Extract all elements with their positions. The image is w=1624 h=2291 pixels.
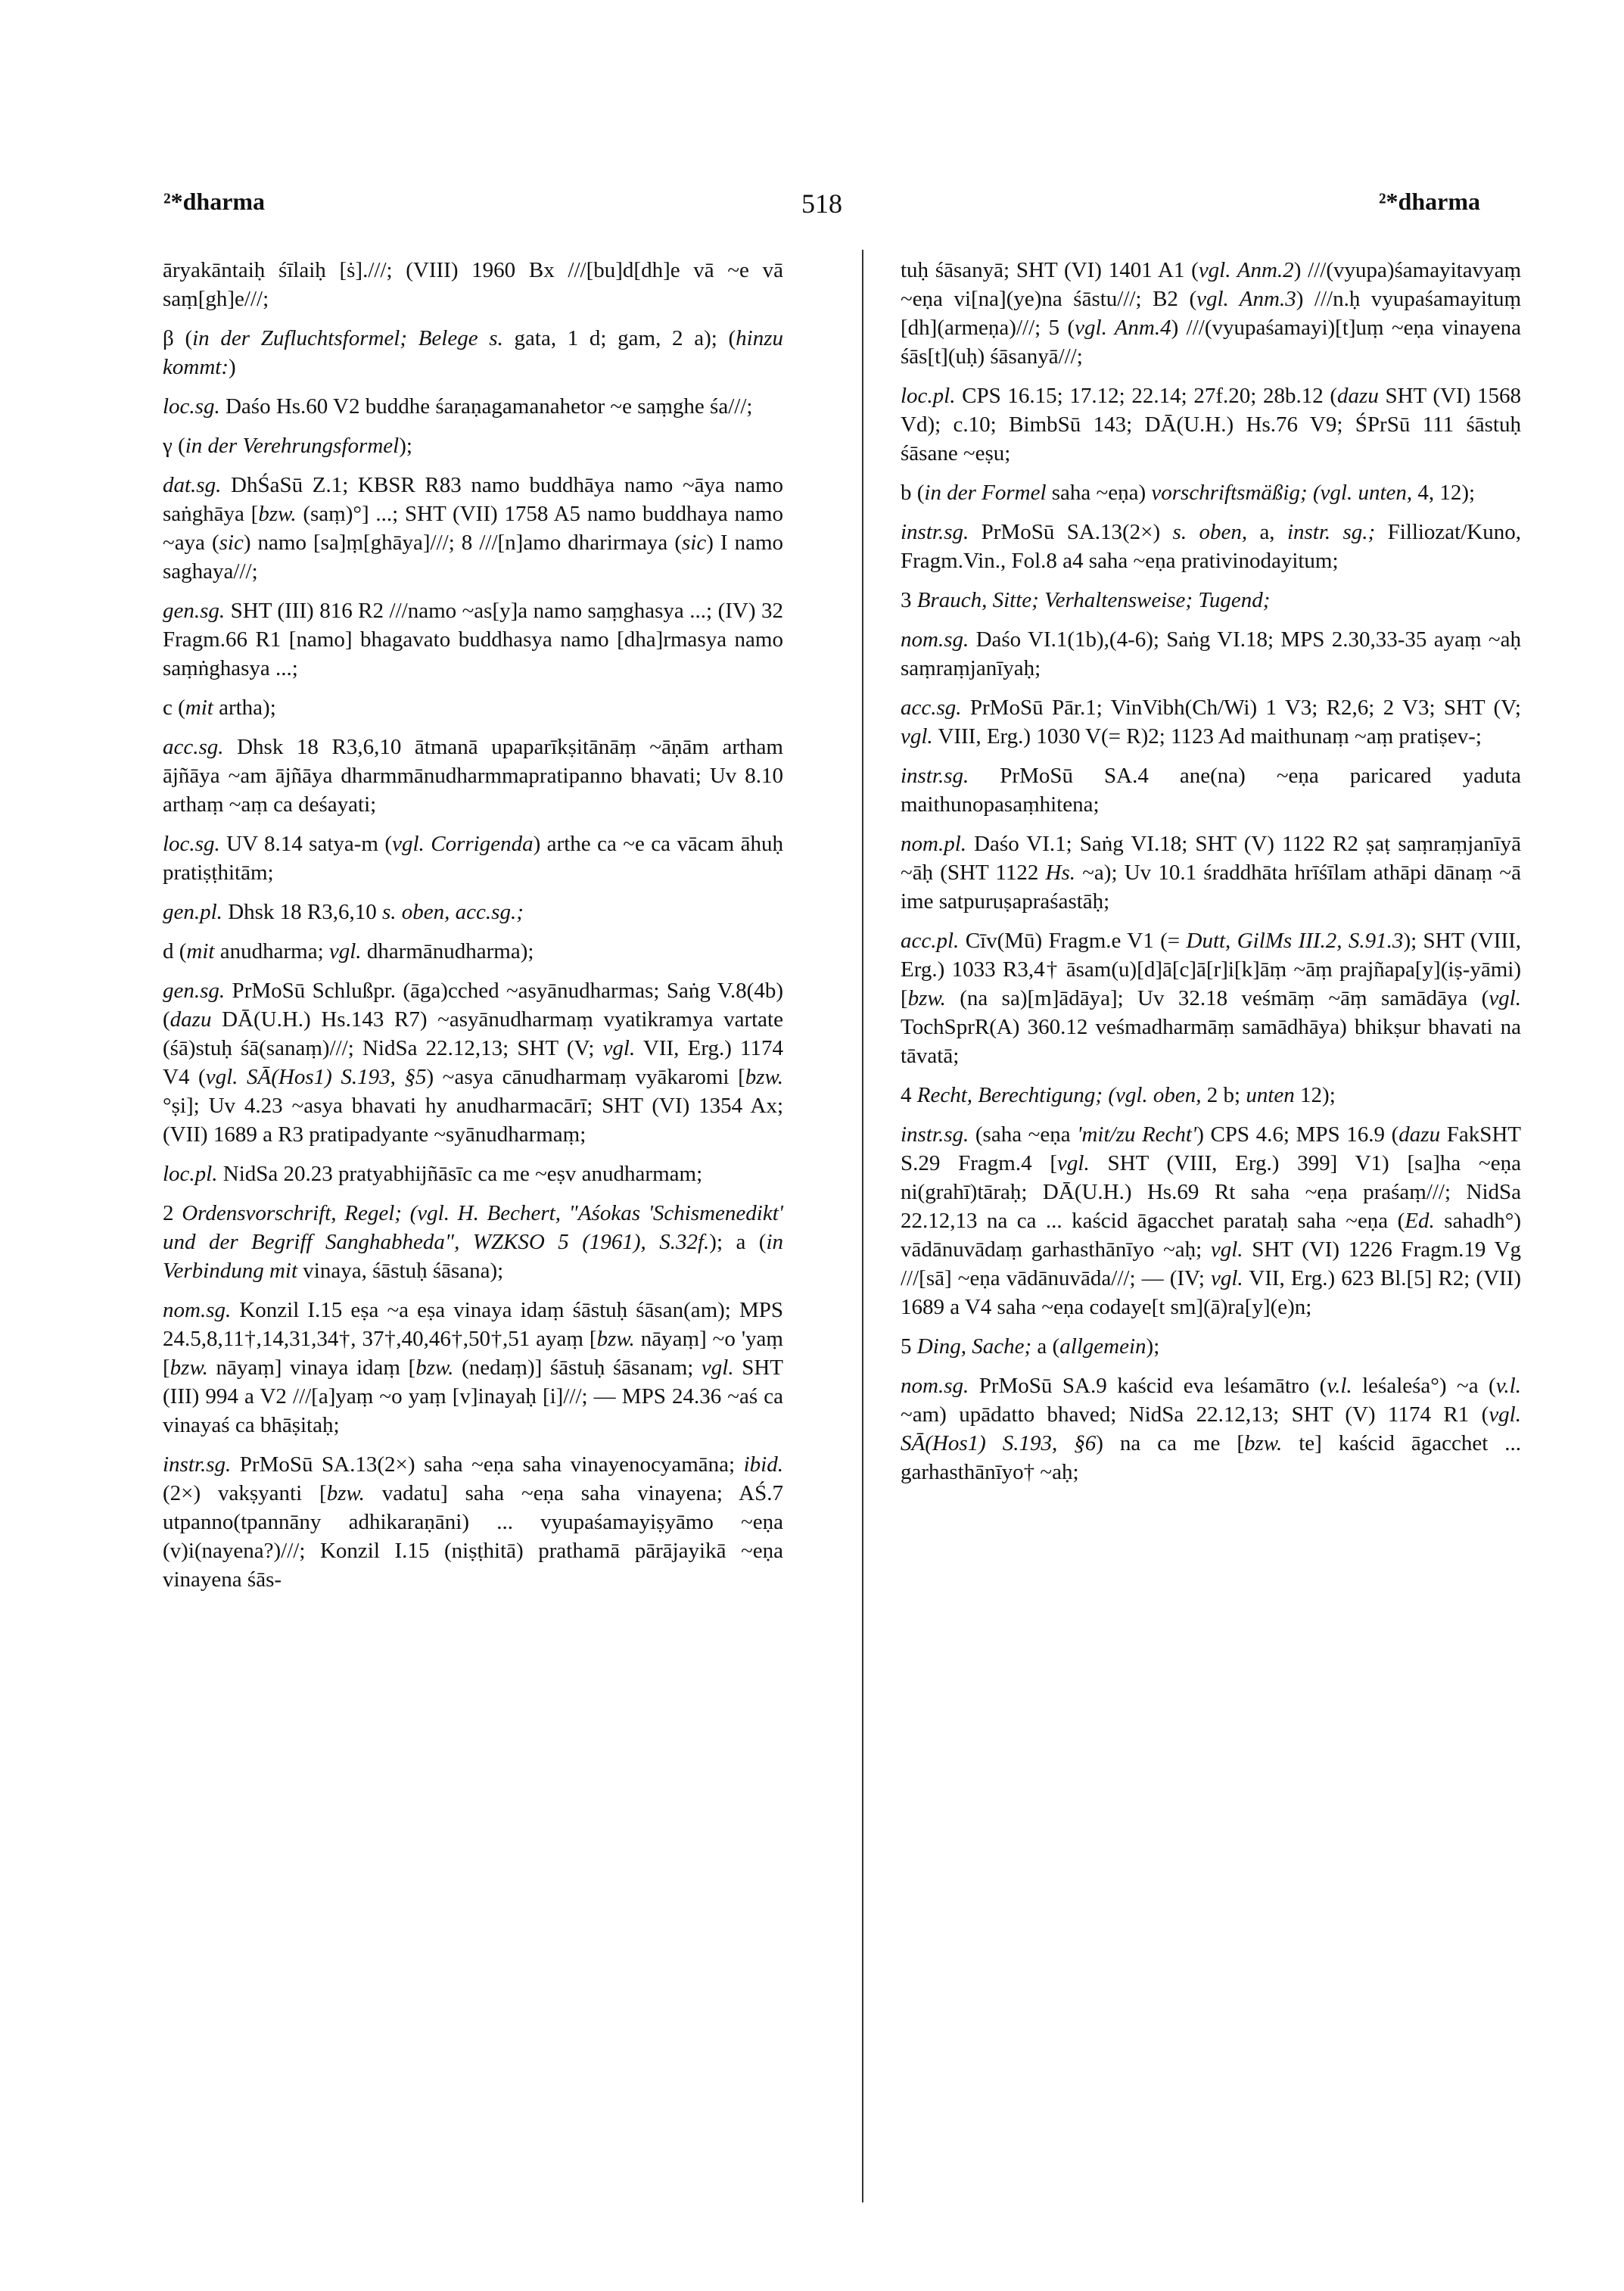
entry-text: ) namo [sa]ṃ[ghāya]///; 8 ///[n]amo dharirmaya ( bbox=[243, 531, 682, 555]
italic-text: vgl. bbox=[328, 939, 362, 963]
entry-text: SHT (III) 994 a V2 ///[a]yaṃ ~o yaṃ [v]inayaḥ [i]///; — MPS 24.36 ~aś ca vinayaś ca bhāṣitaḥ; bbox=[163, 1356, 789, 1437]
italic-text: mit bbox=[186, 939, 215, 963]
dictionary-entry bbox=[163, 1160, 783, 1188]
entry-text: SHT (VIII, Erg.) 399] V1) [sa]ha ~eṇa ni(grahī)tāraḥ; DĀ(U.H.) Hs.69 Rt saha ~eṇa praśaṃ///; NidSa 22.12,13 na ca ... kaścid āgacchet parataḥ saha ~eṇa ( bbox=[901, 1151, 1527, 1233]
italic-text: nom.sg. bbox=[901, 627, 969, 652]
italic-text: Ordensvorschrift, Regel; (vgl. H. Bechert, "Aśokas 'Schismenedikt' und der Begriff Sanghabheda", WZKSO 5 (1961), S.32f. bbox=[163, 1201, 789, 1254]
italic-text: in der Formel bbox=[924, 481, 1047, 505]
dictionary-entry bbox=[163, 976, 789, 1149]
entry-text: ) arthe ca ~e ca vācam āhuḥ pratiṣṭhitām; bbox=[163, 832, 789, 885]
entry-text: vinaya, śāstuḥ śāsana); bbox=[297, 1259, 504, 1283]
header-headword-left: ²*dharma bbox=[163, 188, 266, 215]
entry-text: Daśo VI.1(1b),(4-6); Saṅg VI.18; MPS 2.30,33-35 ayaṃ ~aḥ saṃraṃjanīyaḥ; bbox=[901, 627, 1527, 680]
entry-text: TochSprR(A) 360.12 veśmadharmāṃ samādhāya) bhikṣur bhavati na tāvatā; bbox=[901, 986, 1527, 1068]
dictionary-entry bbox=[163, 1199, 789, 1285]
dictionary-entry bbox=[163, 898, 783, 926]
dictionary-entry bbox=[901, 830, 1527, 916]
entry-text: PrMoSū SA.9 kaścid eva leśamātro ( bbox=[969, 1374, 1327, 1398]
entry-text: Dhsk 18 R3,6,10 bbox=[222, 900, 383, 924]
dictionary-entry bbox=[901, 693, 1527, 751]
entry-text: saha ~eṇa) bbox=[1046, 481, 1152, 505]
entry-text: a, bbox=[1247, 520, 1287, 544]
italic-text: dazu bbox=[1337, 384, 1379, 408]
italic-text: Ding, Sache; bbox=[916, 1334, 1032, 1359]
italic-text: s. oben, bbox=[1172, 520, 1248, 544]
italic-text: bzw. bbox=[596, 1327, 635, 1351]
italic-text: gen.sg. bbox=[163, 979, 226, 1003]
entry-text: ) bbox=[228, 355, 236, 379]
italic-text: bzw. bbox=[170, 1356, 208, 1380]
dictionary-entry bbox=[163, 693, 783, 722]
entry-text: Filliozat/Kuno, Fragm.Vin., Fol.8 a4 saha ~eṇa prativinodayitum; bbox=[901, 520, 1527, 573]
entry-text: Cīv(Mū) Fragm.e V1 (= bbox=[959, 929, 1187, 953]
italic-text: acc.sg. bbox=[163, 735, 224, 759]
italic-text: vgl. bbox=[1211, 1266, 1243, 1290]
dictionary-entry bbox=[163, 937, 783, 966]
italic-text: vgl. bbox=[901, 724, 933, 749]
dictionary-entry bbox=[163, 1296, 789, 1440]
entry-text: ) ///n.ḥ vyupaśamayituṃ [dh](armeṇa)///; 5 ( bbox=[901, 287, 1527, 340]
entry-text: (2×) vakṣyanti [ bbox=[163, 1481, 327, 1505]
italic-text: sic bbox=[219, 531, 244, 555]
italic-text: vorschriftsmäßig; (vgl. unten, bbox=[1151, 481, 1413, 505]
dictionary-entry bbox=[163, 830, 789, 887]
entry-text: VII, Erg.) 1174 V4 ( bbox=[163, 1036, 789, 1089]
italic-text: nom.sg. bbox=[163, 1298, 232, 1322]
dictionary-entry bbox=[163, 324, 789, 381]
dictionary-entry bbox=[901, 1332, 1521, 1361]
entry-text: ~a); Uv 10.1 śraddhāta hrīśīlam athāpi dānaṃ ~ā ime satpuruṣapraśastāḥ; bbox=[901, 861, 1527, 914]
italic-text: v.l. bbox=[1495, 1374, 1521, 1398]
entry-text: Konzil I.15 eṣa ~a eṣa vinaya idaṃ śāstuḥ śāsan(am); MPS 24.5,8,11†,14,31,34†, 37†,40,46†,50†,51 ayaṃ [ bbox=[163, 1298, 789, 1351]
dictionary-entry bbox=[163, 1450, 789, 1594]
entry-text: (nedaṃ)] śāstuḥ śāsanam; bbox=[453, 1356, 702, 1380]
dictionary-entry bbox=[163, 431, 783, 460]
italic-text: vgl. bbox=[1210, 1237, 1243, 1262]
italic-text: bzw. bbox=[745, 1065, 783, 1089]
italic-text: nom.pl. bbox=[901, 832, 966, 856]
entry-text: SHT (III) 816 R2 ///namo ~as[y]a namo saṃghasya ...; (IV) 32 Fragm.66 R1 [namo] bhagavato buddhasya namo [dha]rmasya namo saṃṅghasya ...; bbox=[163, 599, 789, 680]
dictionary-entry bbox=[163, 471, 789, 586]
entry-text: PrMoSū SA.4 ane(na) ~eṇa paricared yaduta maithunopasaṃhitena; bbox=[901, 764, 1527, 817]
entry-text: te] kaścid āgacchet ... garhasthānīyo† ~aḥ; bbox=[901, 1431, 1527, 1484]
italic-text: in der Verehrungsformel bbox=[185, 434, 400, 458]
entry-text: vadatu] saha ~eṇa saha vinayena; AŚ.7 utpanno(tpannāny adhikaraṇāni) ... vyupaśamayiṣyāmo ~eṇa (v)i(nayena?)///; Konzil I.15 (niṣṭhitā) prathamā pārājayikā ~eṇa vinayena śās- bbox=[163, 1481, 789, 1592]
italic-text: Ed. bbox=[1405, 1209, 1435, 1233]
entry-text: a ( bbox=[1031, 1334, 1060, 1359]
italic-text: loc.sg. bbox=[163, 832, 220, 856]
entry-text: 2 b; bbox=[1201, 1083, 1246, 1107]
italic-text: Brauch, Sitte; Verhaltensweise; Tugend; bbox=[916, 588, 1271, 612]
entry-text: gata, 1 d; gam, 2 a); ( bbox=[502, 326, 736, 350]
italic-text: instr. sg.; bbox=[1286, 520, 1376, 544]
italic-text: loc.pl. bbox=[901, 384, 956, 408]
entry-text: ) I namo saghaya///; bbox=[163, 531, 789, 584]
entry-text: FakSHT S.29 Fragm.4 [ bbox=[901, 1122, 1527, 1175]
italic-text: dat.sg. bbox=[163, 473, 222, 497]
italic-text: instr.sg. bbox=[163, 1452, 232, 1477]
italic-text: Recht, Berechtigung; (vgl. oben, bbox=[916, 1083, 1202, 1107]
dictionary-entry bbox=[163, 596, 789, 683]
entry-text: VIII, Erg.) 1030 V(= R)2; 1123 Ad maithunaṃ ~aṃ pratiṣev-; bbox=[932, 724, 1482, 749]
entry-text: ) ~asya cānudharmaṃ vyākaromi [ bbox=[426, 1065, 745, 1089]
entry-text: DhŚaSū Z.1; KBSR R83 namo buddhāya namo ~āya namo saṅghāya [ bbox=[163, 473, 789, 526]
entry-text: PrMoSū SA.13(2×) bbox=[969, 520, 1173, 544]
italic-text: unten bbox=[1246, 1083, 1295, 1107]
entry-text: PrMoSū Pār.1; VinVibh(Ch/Wi) 1 V3; R2,6; 2 V3; SHT (V; bbox=[961, 696, 1527, 720]
column-divider bbox=[862, 250, 863, 2202]
italic-text: sic bbox=[682, 531, 707, 555]
entry-text: Daśo VI.1; Saṅg VI.18; SHT (V) 1122 R2 ṣaṭ saṃraṃjanīyā ~āḥ (SHT 1122 bbox=[901, 832, 1527, 885]
dictionary-entry bbox=[901, 1081, 1521, 1110]
entry-text: SHT (VI) 1568 Vd); c.10; BimbSū 143; DĀ(U.H.) Hs.76 V9; ŚPrSū 111 śāstuḥ śāsane ~eṣu; bbox=[901, 384, 1527, 465]
italic-text: in der Zufluchtsformel; Belege s. bbox=[192, 326, 503, 350]
dictionary-entry bbox=[901, 381, 1527, 468]
entry-text: b ( bbox=[901, 481, 925, 505]
italic-text: vgl. SĀ(Hos1) S.193, §5 bbox=[205, 1065, 427, 1089]
italic-text: acc.sg. bbox=[901, 696, 962, 720]
italic-text: bzw. bbox=[907, 986, 946, 1010]
italic-text: bzw. bbox=[258, 502, 297, 526]
entry-text: ) CPS 4.6; MPS 16.9 ( bbox=[1196, 1122, 1399, 1147]
page-header bbox=[163, 188, 1480, 233]
entry-text: NidSa 20.23 pratyabhijñāsīc ca me ~eṣv anudharmam; bbox=[217, 1162, 703, 1186]
italic-text: instr.sg. bbox=[901, 520, 969, 544]
entry-text: CPS 16.15; 17.12; 22.14; 27f.20; 28b.12 ( bbox=[955, 384, 1338, 408]
entry-text: nāyaṃ] vinaya idaṃ [ bbox=[207, 1356, 416, 1380]
entry-text: ~am) upādatto bhaved; NidSa 22.12,13; SHT (V) 1174 R1 ( bbox=[901, 1374, 1527, 1427]
entry-text: γ ( bbox=[163, 434, 185, 458]
entry-text: ); SHT (VIII, Erg.) 1033 R3,4† āsam(u)[d]ā[c]ā[r]i[k]āṃ ~āṃ prajñapa[y](iṣ-yāmi) [ bbox=[901, 929, 1527, 1010]
header-headword-right: ²*dharma bbox=[1378, 188, 1480, 215]
italic-text: vgl. SĀ(Hos1) S.193, §6 bbox=[901, 1402, 1527, 1455]
entry-text: °ṣi]; Uv 4.23 ~asya bhavati hy anudharmacārī; SHT (VI) 1354 Ax; (VII) 1689 a R3 pratipadyante ~syānudharmaṃ; bbox=[163, 1065, 789, 1147]
dictionary-entry bbox=[163, 256, 789, 313]
italic-text: acc.pl. bbox=[901, 929, 960, 953]
dictionary-entry bbox=[163, 733, 789, 819]
italic-text: Dutt, GilMs III.2, S.91.3 bbox=[1186, 929, 1404, 953]
italic-text: vgl. Corrigenda bbox=[392, 832, 534, 856]
dictionary-entry bbox=[901, 1120, 1527, 1321]
entry-text: 2 bbox=[163, 1201, 182, 1225]
entry-text: anudharma; bbox=[214, 939, 329, 963]
entry-text: āryakāntaiḥ śīlaiḥ [ṡ].///; (VIII) 1960 Bx ///[bu]d[dh]e vā ~e vā saṃ[gh]e///; bbox=[163, 258, 789, 311]
entry-text: Daśo Hs.60 V2 buddhe śaraṇagamanahetor ~e saṃghe śa///; bbox=[219, 394, 753, 419]
italic-text: bzw. bbox=[1244, 1431, 1283, 1455]
italic-text: v.l. bbox=[1327, 1374, 1352, 1398]
entry-text: ); a ( bbox=[709, 1230, 767, 1254]
entry-text: ) na ca me [ bbox=[1096, 1431, 1244, 1455]
entry-text: (saha ~eṇa bbox=[969, 1122, 1078, 1147]
entry-text: UV 8.14 satya-m ( bbox=[219, 832, 393, 856]
italic-text: 'mit/zu Recht' bbox=[1077, 1122, 1197, 1147]
dictionary-entry bbox=[163, 392, 783, 421]
entry-text: ); bbox=[399, 434, 412, 458]
entry-text: ); bbox=[1146, 1334, 1160, 1359]
entry-text: PrMoSū SA.13(2×) saha ~eṇa saha vinayenocyamāna; bbox=[231, 1452, 744, 1477]
italic-text: Hs. bbox=[1045, 861, 1076, 885]
entry-text: 4 bbox=[901, 1083, 917, 1107]
italic-text: instr.sg. bbox=[901, 764, 969, 788]
italic-text: dazu bbox=[170, 1007, 212, 1032]
italic-text: gen.pl. bbox=[163, 900, 222, 924]
dictionary-entry bbox=[901, 1371, 1527, 1486]
entry-text: 12); bbox=[1294, 1083, 1336, 1107]
entry-text: d ( bbox=[163, 939, 187, 963]
entry-text: nāyaṃ] ~o 'yaṃ [ bbox=[163, 1327, 789, 1380]
entry-text: 3 bbox=[901, 588, 917, 612]
entry-text: DĀ(U.H.) Hs.143 R7) ~asyānudharmaṃ vyatikramya vartate (śā)stuḥ śā(sanaṃ)///; NidSa 22.12,13; SHT (V; bbox=[163, 1007, 789, 1060]
italic-text: ibid. bbox=[743, 1452, 783, 1477]
italic-text: hinzu kommt: bbox=[163, 326, 789, 379]
italic-text: loc.pl. bbox=[163, 1162, 218, 1186]
dictionary-entry bbox=[901, 586, 1521, 615]
entry-text: artha); bbox=[213, 696, 276, 720]
entry-text: 4, 12); bbox=[1412, 481, 1476, 505]
entry-text: ) ///(vyupaśamayi)[t]uṃ ~eṇa vinayena śās[t](uḥ) śāsanyā///; bbox=[901, 316, 1527, 369]
dictionary-entry bbox=[901, 761, 1527, 819]
italic-text: vgl. Anm.3 bbox=[1196, 287, 1296, 311]
italic-text: allgemein bbox=[1059, 1334, 1146, 1359]
italic-text: vgl. bbox=[701, 1356, 734, 1380]
italic-text: mit bbox=[185, 696, 213, 720]
entry-text: (saṃ)°] ...; SHT (VII) 1758 A5 namo buddhaya namo ~aya ( bbox=[163, 502, 789, 555]
entry-text: VII, Erg.) 623 Bl.[5] R2; (VII) 1689 a V4 saha ~eṇa codaye[t sm](ā)ra[y](e)n; bbox=[901, 1266, 1527, 1319]
italic-text: vgl. bbox=[1489, 986, 1521, 1010]
entry-text: dharmānudharma); bbox=[361, 939, 534, 963]
dictionary-entry bbox=[901, 256, 1527, 371]
entry-text: SHT (VI) 1226 Fragm.19 Vg ///[sā] ~eṇa vādānuvāda///; — (IV; bbox=[901, 1237, 1527, 1290]
dictionary-entry bbox=[901, 478, 1521, 507]
entry-text: β ( bbox=[163, 326, 193, 350]
entry-text: 5 bbox=[901, 1334, 917, 1359]
italic-text: vgl. Anm.4 bbox=[1075, 316, 1171, 340]
italic-text: bzw. bbox=[326, 1481, 365, 1505]
italic-text: gen.sg. bbox=[163, 599, 226, 623]
entry-text: leśaleśa°) ~a ( bbox=[1352, 1374, 1496, 1398]
italic-text: loc.sg. bbox=[163, 394, 220, 419]
right-column bbox=[901, 256, 1527, 1497]
italic-text: s. oben, acc.sg.; bbox=[382, 900, 524, 924]
italic-text: instr.sg. bbox=[901, 1122, 969, 1147]
italic-text: vgl. bbox=[1057, 1151, 1090, 1175]
italic-text: vgl. Anm.2 bbox=[1198, 258, 1294, 282]
dictionary-entry bbox=[901, 518, 1527, 575]
left-column bbox=[163, 256, 789, 1605]
page-number: 518 bbox=[801, 188, 842, 219]
entry-text: ) ///(vyupa)śamayitavyaṃ ~eṇa vi[na](ye)na śāstu///; B2 ( bbox=[901, 258, 1527, 311]
entry-text: Dhsk 18 R3,6,10 ātmanā upaparīkṣitānāṃ ~āṇām artham ājñāya ~am ājñāya dharmmānudharmmapratipanno bhavati; Uv 8.10 arthaṃ ~aṃ ca deśayati; bbox=[163, 735, 789, 817]
dictionary-entry bbox=[901, 625, 1527, 683]
italic-text: dazu bbox=[1398, 1122, 1441, 1147]
entry-text: tuḥ śāsanyā; SHT (VI) 1401 A1 ( bbox=[901, 258, 1199, 282]
italic-text: in Verbindung mit bbox=[163, 1230, 789, 1283]
entry-text: sahadh°) vādānuvādaṃ garhasthānīyo ~aḥ; bbox=[901, 1209, 1527, 1262]
italic-text: vgl. bbox=[602, 1036, 636, 1060]
italic-text: nom.sg. bbox=[901, 1374, 969, 1398]
entry-text: c ( bbox=[163, 696, 185, 720]
dictionary-entry bbox=[901, 926, 1527, 1070]
entry-text: PrMoSū Schlußpr. (āga)cched ~asyānudharmas; Saṅg V.8(4b) ( bbox=[163, 979, 789, 1032]
entry-text: (na sa)[m]ādāya]; Uv 32.18 veśmāṃ ~āṃ samādāya ( bbox=[945, 986, 1489, 1010]
italic-text: bzw. bbox=[415, 1356, 454, 1380]
